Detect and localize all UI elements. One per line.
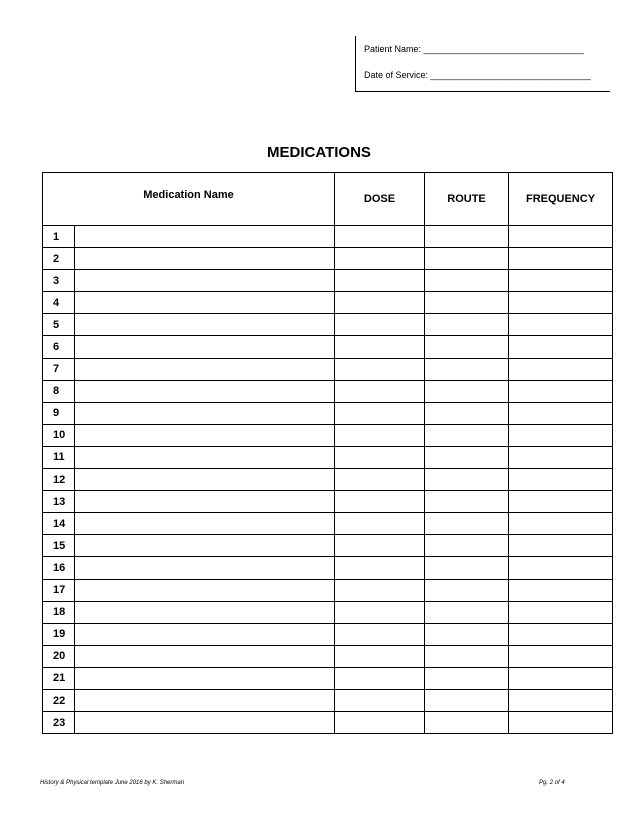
medication-name-cell[interactable] bbox=[75, 424, 335, 446]
dose-cell[interactable] bbox=[335, 336, 425, 358]
dose-cell[interactable] bbox=[335, 469, 425, 491]
route-cell[interactable] bbox=[425, 446, 509, 468]
medications-table bbox=[42, 172, 613, 734]
route-cell[interactable] bbox=[425, 623, 509, 645]
medication-name-cell[interactable] bbox=[75, 601, 335, 623]
frequency-cell[interactable] bbox=[509, 380, 613, 402]
row-number: 1 bbox=[43, 226, 75, 248]
patient-name-field[interactable]: Patient Name: ________________________________ bbox=[364, 44, 584, 54]
route-cell[interactable] bbox=[425, 491, 509, 513]
frequency-cell[interactable] bbox=[509, 314, 613, 336]
table-row bbox=[43, 513, 613, 535]
row-number: 10 bbox=[43, 424, 75, 446]
table-row bbox=[43, 623, 613, 645]
header-medication-name: Medication Name bbox=[43, 173, 335, 226]
medication-name-cell[interactable] bbox=[75, 557, 335, 579]
header-frequency: FREQUENCY bbox=[509, 173, 613, 226]
frequency-cell[interactable] bbox=[509, 557, 613, 579]
dose-cell[interactable] bbox=[335, 645, 425, 667]
frequency-cell[interactable] bbox=[509, 645, 613, 667]
medication-name-cell[interactable] bbox=[75, 689, 335, 711]
route-cell[interactable] bbox=[425, 292, 509, 314]
table-row bbox=[43, 601, 613, 623]
frequency-cell[interactable] bbox=[509, 491, 613, 513]
medication-name-cell[interactable] bbox=[75, 579, 335, 601]
dose-cell[interactable] bbox=[335, 270, 425, 292]
route-cell[interactable] bbox=[425, 424, 509, 446]
route-cell[interactable] bbox=[425, 513, 509, 535]
route-cell[interactable] bbox=[425, 314, 509, 336]
route-cell[interactable] bbox=[425, 380, 509, 402]
medication-name-cell[interactable] bbox=[75, 270, 335, 292]
dose-cell[interactable] bbox=[335, 248, 425, 270]
row-number: 8 bbox=[43, 380, 75, 402]
dose-cell[interactable] bbox=[335, 380, 425, 402]
dose-cell[interactable] bbox=[335, 226, 425, 248]
medication-name-cell[interactable] bbox=[75, 645, 335, 667]
table-row bbox=[43, 424, 613, 446]
frequency-cell[interactable] bbox=[509, 446, 613, 468]
medication-name-cell[interactable] bbox=[75, 491, 335, 513]
row-number: 21 bbox=[43, 667, 75, 689]
dose-cell[interactable] bbox=[335, 491, 425, 513]
medication-name-cell[interactable] bbox=[75, 623, 335, 645]
frequency-cell[interactable] bbox=[509, 270, 613, 292]
medication-name-cell[interactable] bbox=[75, 535, 335, 557]
frequency-cell[interactable] bbox=[509, 336, 613, 358]
medication-name-cell[interactable] bbox=[75, 226, 335, 248]
frequency-cell[interactable] bbox=[509, 535, 613, 557]
table-row bbox=[43, 645, 613, 667]
page-title: MEDICATIONS bbox=[267, 144, 371, 161]
route-cell[interactable] bbox=[425, 712, 509, 734]
route-cell[interactable] bbox=[425, 601, 509, 623]
frequency-cell[interactable] bbox=[509, 579, 613, 601]
route-cell[interactable] bbox=[425, 689, 509, 711]
medication-name-cell[interactable] bbox=[75, 380, 335, 402]
dose-cell[interactable] bbox=[335, 623, 425, 645]
table-row bbox=[43, 446, 613, 468]
table-row bbox=[43, 579, 613, 601]
table-row bbox=[43, 336, 613, 358]
medication-name-cell[interactable] bbox=[75, 358, 335, 380]
dose-cell[interactable] bbox=[335, 579, 425, 601]
route-cell[interactable] bbox=[425, 336, 509, 358]
dose-cell[interactable] bbox=[335, 712, 425, 734]
row-number: 13 bbox=[43, 491, 75, 513]
row-number: 14 bbox=[43, 513, 75, 535]
table-row bbox=[43, 491, 613, 513]
table-row bbox=[43, 358, 613, 380]
table-row bbox=[43, 402, 613, 424]
table-row bbox=[43, 535, 613, 557]
frequency-cell[interactable] bbox=[509, 469, 613, 491]
table-body bbox=[43, 226, 613, 734]
footer-template-note: History & Physical template June 2016 by K. Sherman bbox=[40, 780, 185, 786]
row-number: 18 bbox=[43, 601, 75, 623]
row-number: 4 bbox=[43, 292, 75, 314]
row-number: 11 bbox=[43, 446, 75, 468]
dose-cell[interactable] bbox=[335, 513, 425, 535]
table-row bbox=[43, 248, 613, 270]
date-of-service-field[interactable]: Date of Service: ________________________________ bbox=[364, 70, 591, 80]
dose-cell[interactable] bbox=[335, 535, 425, 557]
frequency-cell[interactable] bbox=[509, 601, 613, 623]
medication-name-cell[interactable] bbox=[75, 314, 335, 336]
frequency-cell[interactable] bbox=[509, 513, 613, 535]
table-row bbox=[43, 314, 613, 336]
dose-cell[interactable] bbox=[335, 689, 425, 711]
footer-page-number: Pg. 2 of 4 bbox=[539, 780, 565, 786]
table-row bbox=[43, 380, 613, 402]
medication-name-cell[interactable] bbox=[75, 402, 335, 424]
table-row bbox=[43, 712, 613, 734]
row-number: 7 bbox=[43, 358, 75, 380]
dose-cell[interactable] bbox=[335, 446, 425, 468]
table-header-row bbox=[43, 173, 613, 226]
route-cell[interactable] bbox=[425, 248, 509, 270]
medication-name-cell[interactable] bbox=[75, 446, 335, 468]
frequency-cell[interactable] bbox=[509, 402, 613, 424]
table-row bbox=[43, 270, 613, 292]
row-number: 12 bbox=[43, 469, 75, 491]
route-cell[interactable] bbox=[425, 358, 509, 380]
route-cell[interactable] bbox=[425, 535, 509, 557]
medication-name-cell[interactable] bbox=[75, 513, 335, 535]
row-number: 5 bbox=[43, 314, 75, 336]
table-row bbox=[43, 292, 613, 314]
medication-name-cell[interactable] bbox=[75, 248, 335, 270]
medication-name-cell[interactable] bbox=[75, 336, 335, 358]
row-number: 22 bbox=[43, 689, 75, 711]
frequency-cell[interactable] bbox=[509, 667, 613, 689]
row-number: 15 bbox=[43, 535, 75, 557]
dose-cell[interactable] bbox=[335, 557, 425, 579]
route-cell[interactable] bbox=[425, 667, 509, 689]
row-number: 6 bbox=[43, 336, 75, 358]
frequency-cell[interactable] bbox=[509, 226, 613, 248]
frequency-cell[interactable] bbox=[509, 358, 613, 380]
frequency-cell[interactable] bbox=[509, 712, 613, 734]
table-row bbox=[43, 469, 613, 491]
dose-cell[interactable] bbox=[335, 424, 425, 446]
row-number: 23 bbox=[43, 712, 75, 734]
header-route: ROUTE bbox=[425, 173, 509, 226]
dose-cell[interactable] bbox=[335, 601, 425, 623]
dose-cell[interactable] bbox=[335, 292, 425, 314]
route-cell[interactable] bbox=[425, 557, 509, 579]
route-cell[interactable] bbox=[425, 270, 509, 292]
route-cell[interactable] bbox=[425, 645, 509, 667]
dose-cell[interactable] bbox=[335, 358, 425, 380]
medication-name-cell[interactable] bbox=[75, 292, 335, 314]
route-cell[interactable] bbox=[425, 226, 509, 248]
row-number: 17 bbox=[43, 579, 75, 601]
frequency-cell[interactable] bbox=[509, 689, 613, 711]
route-cell[interactable] bbox=[425, 402, 509, 424]
row-number: 20 bbox=[43, 645, 75, 667]
frequency-cell[interactable] bbox=[509, 424, 613, 446]
row-number: 16 bbox=[43, 557, 75, 579]
medication-name-cell[interactable] bbox=[75, 469, 335, 491]
dose-cell[interactable] bbox=[335, 314, 425, 336]
row-number: 3 bbox=[43, 270, 75, 292]
row-number: 9 bbox=[43, 402, 75, 424]
header-dose: DOSE bbox=[335, 173, 425, 226]
table-row bbox=[43, 226, 613, 248]
route-cell[interactable] bbox=[425, 579, 509, 601]
table-row bbox=[43, 689, 613, 711]
row-number: 19 bbox=[43, 623, 75, 645]
frequency-cell[interactable] bbox=[509, 623, 613, 645]
route-cell[interactable] bbox=[425, 469, 509, 491]
medication-name-cell[interactable] bbox=[75, 667, 335, 689]
medication-name-cell[interactable] bbox=[75, 712, 335, 734]
dose-cell[interactable] bbox=[335, 402, 425, 424]
dose-cell[interactable] bbox=[335, 667, 425, 689]
table-row bbox=[43, 557, 613, 579]
frequency-cell[interactable] bbox=[509, 292, 613, 314]
row-number: 2 bbox=[43, 248, 75, 270]
frequency-cell[interactable] bbox=[509, 248, 613, 270]
patient-info-box bbox=[355, 36, 610, 92]
table-row bbox=[43, 667, 613, 689]
